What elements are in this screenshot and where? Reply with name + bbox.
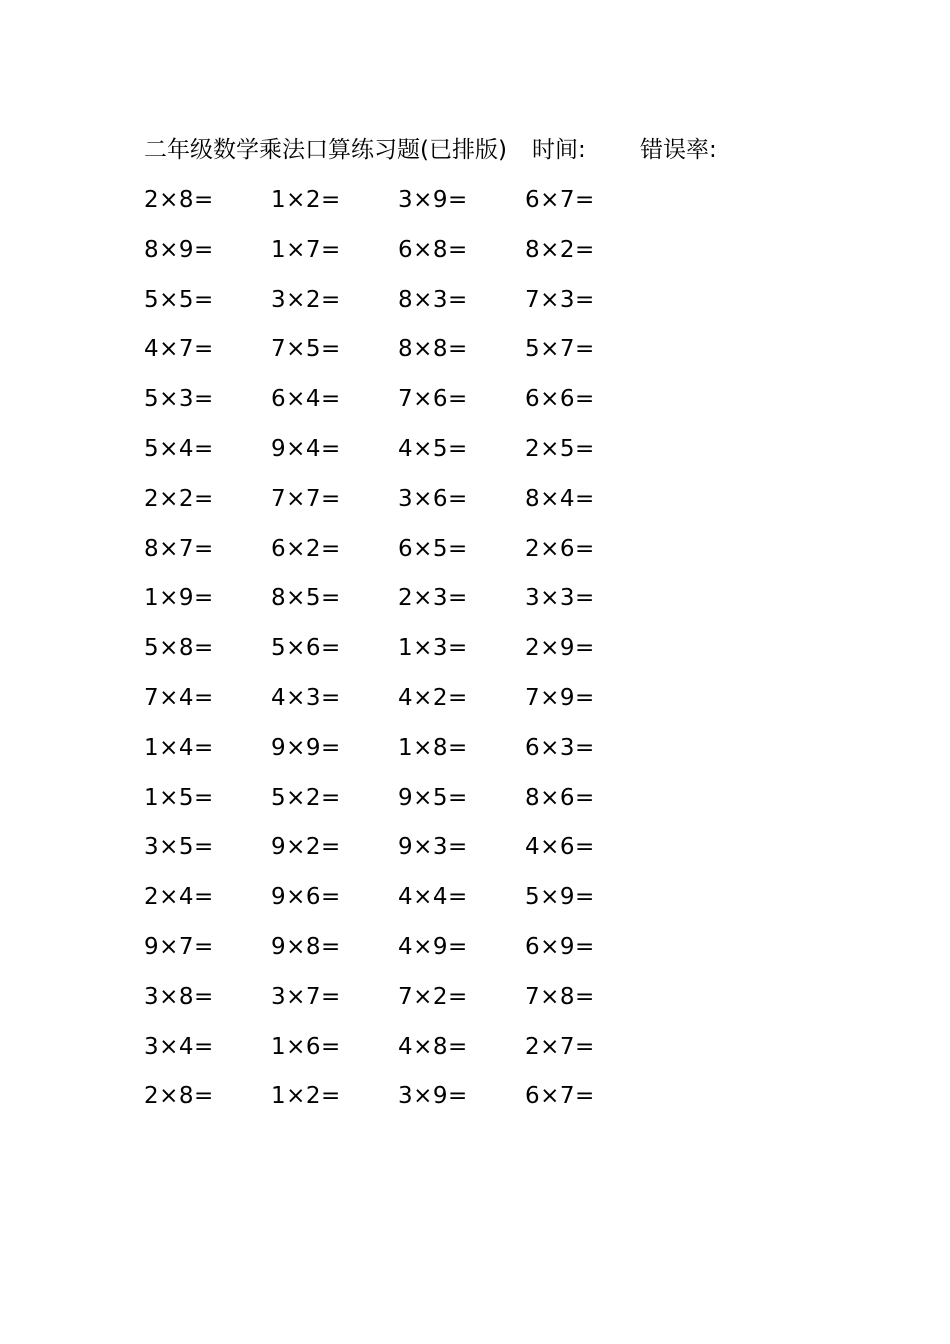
problem-item: 9×9= bbox=[271, 734, 341, 761]
problem-item: 6×5= bbox=[398, 535, 468, 562]
problem-row bbox=[144, 1031, 652, 1081]
problem-item: 2×8= bbox=[144, 187, 214, 213]
problem-row bbox=[144, 383, 652, 433]
problem-item: 2×4= bbox=[144, 884, 214, 911]
problem-item: 7×4= bbox=[144, 684, 214, 711]
time-label: 时间: bbox=[532, 137, 586, 163]
problem-item: 5×8= bbox=[144, 635, 214, 662]
problem-item: 4×2= bbox=[398, 684, 468, 711]
problem-row bbox=[144, 831, 652, 881]
problem-item: 8×8= bbox=[398, 336, 468, 363]
problem-item: 5×6= bbox=[271, 635, 341, 662]
problem-item: 2×9= bbox=[525, 635, 595, 662]
problem-row bbox=[144, 782, 652, 832]
problem-item: 5×9= bbox=[525, 884, 595, 911]
problem-item: 2×3= bbox=[398, 585, 468, 612]
problem-item: 5×4= bbox=[144, 435, 214, 462]
problem-item: 2×5= bbox=[525, 435, 595, 462]
problem-item: 7×9= bbox=[525, 684, 595, 711]
problem-item: 8×4= bbox=[525, 485, 595, 512]
problem-item: 8×3= bbox=[398, 286, 468, 313]
problem-row bbox=[144, 284, 652, 334]
problem-item: 3×3= bbox=[525, 585, 595, 612]
problem-row bbox=[144, 931, 652, 981]
problem-item: 7×6= bbox=[398, 386, 468, 413]
problem-item: 7×7= bbox=[271, 485, 341, 512]
problem-row bbox=[144, 533, 652, 583]
problem-item: 8×2= bbox=[525, 236, 595, 263]
problem-item: 9×7= bbox=[144, 933, 214, 960]
problem-item: 4×4= bbox=[398, 884, 468, 911]
problem-item: 2×2= bbox=[144, 485, 214, 512]
problem-item: 3×6= bbox=[398, 485, 468, 512]
problem-item: 4×3= bbox=[271, 684, 341, 711]
problem-grid bbox=[144, 184, 652, 1130]
problem-item: 4×6= bbox=[525, 834, 595, 861]
problem-row bbox=[144, 582, 652, 632]
problem-item: 6×7= bbox=[525, 187, 595, 213]
problem-item: 1×2= bbox=[271, 1083, 341, 1110]
problem-item: 7×2= bbox=[398, 983, 468, 1010]
problem-item: 9×4= bbox=[271, 435, 341, 462]
problem-item: 8×5= bbox=[271, 585, 341, 612]
problem-item: 3×9= bbox=[398, 1083, 468, 1110]
problem-item: 3×7= bbox=[271, 983, 341, 1010]
problem-item: 1×2= bbox=[271, 187, 341, 213]
problem-item: 1×6= bbox=[271, 1033, 341, 1060]
problem-row bbox=[144, 483, 652, 533]
problem-item: 1×8= bbox=[398, 734, 468, 761]
problem-item: 6×3= bbox=[525, 734, 595, 761]
problem-item: 7×5= bbox=[271, 336, 341, 363]
problem-item: 2×7= bbox=[525, 1033, 595, 1060]
problem-item: 3×9= bbox=[398, 187, 468, 213]
problem-item: 7×8= bbox=[525, 983, 595, 1010]
problem-item: 2×6= bbox=[525, 535, 595, 562]
problem-row bbox=[144, 682, 652, 732]
problem-item: 9×8= bbox=[271, 933, 341, 960]
problem-item: 4×9= bbox=[398, 933, 468, 960]
problem-row bbox=[144, 333, 652, 383]
problem-item: 1×3= bbox=[398, 635, 468, 662]
problem-row bbox=[144, 632, 652, 682]
problem-row bbox=[144, 433, 652, 483]
problem-item: 8×7= bbox=[144, 535, 214, 562]
problem-item: 1×7= bbox=[271, 236, 341, 263]
problem-item: 3×8= bbox=[144, 983, 214, 1010]
problem-row bbox=[144, 981, 652, 1031]
problem-item: 1×5= bbox=[144, 784, 214, 811]
problem-item: 3×2= bbox=[271, 286, 341, 313]
problem-item: 9×2= bbox=[271, 834, 341, 861]
problem-item: 2×8= bbox=[144, 1083, 214, 1110]
problem-item: 1×9= bbox=[144, 585, 214, 612]
problem-item: 4×5= bbox=[398, 435, 468, 462]
problem-item: 6×7= bbox=[525, 1083, 595, 1110]
error-rate-label: 错误率: bbox=[640, 137, 717, 163]
problem-item: 6×8= bbox=[398, 236, 468, 263]
problem-row bbox=[144, 1080, 652, 1130]
problem-item: 4×7= bbox=[144, 336, 214, 363]
problem-item: 8×6= bbox=[525, 784, 595, 811]
problem-item: 3×5= bbox=[144, 834, 214, 861]
problem-item: 6×2= bbox=[271, 535, 341, 562]
problem-item: 5×2= bbox=[271, 784, 341, 811]
problem-row bbox=[144, 234, 652, 284]
problem-row bbox=[144, 184, 652, 234]
problem-item: 1×4= bbox=[144, 734, 214, 761]
problem-item: 9×5= bbox=[398, 784, 468, 811]
problem-item: 9×3= bbox=[398, 834, 468, 861]
problem-item: 5×7= bbox=[525, 336, 595, 363]
problem-item: 8×9= bbox=[144, 236, 214, 263]
problem-item: 6×6= bbox=[525, 386, 595, 413]
problem-item: 3×4= bbox=[144, 1033, 214, 1060]
problem-item: 5×3= bbox=[144, 386, 214, 413]
worksheet-title: 二年级数学乘法口算练习题(已排版) bbox=[144, 137, 507, 163]
problem-item: 6×9= bbox=[525, 933, 595, 960]
problem-item: 4×8= bbox=[398, 1033, 468, 1060]
problem-item: 9×6= bbox=[271, 884, 341, 911]
problem-row bbox=[144, 881, 652, 931]
problem-item: 6×4= bbox=[271, 386, 341, 413]
problem-item: 5×5= bbox=[144, 286, 214, 313]
problem-item: 7×3= bbox=[525, 286, 595, 313]
problem-row bbox=[144, 732, 652, 782]
